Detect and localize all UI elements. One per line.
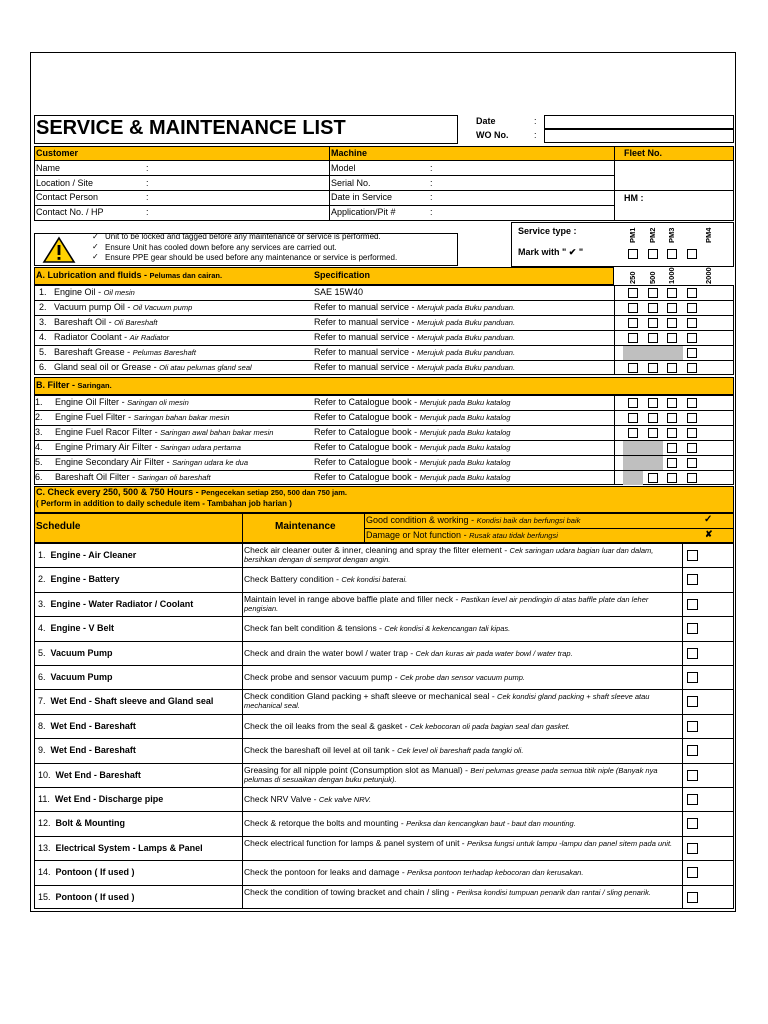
schedule-item: 6. Vacuum Pump xyxy=(38,672,113,682)
check-bullet-icon: ✓ xyxy=(92,232,99,241)
service-checkbox[interactable] xyxy=(687,398,697,408)
schedule-item: 2. Engine - Battery xyxy=(38,574,120,584)
service-checkbox[interactable] xyxy=(648,413,658,423)
schedule-item: 15. Pontoon ( If used ) xyxy=(38,892,135,902)
service-checkbox[interactable] xyxy=(628,398,638,408)
service-checkbox[interactable] xyxy=(667,458,677,468)
service-checkbox[interactable] xyxy=(628,428,638,438)
service-checkbox[interactable] xyxy=(687,473,697,483)
maintenance-task: Check the bareshaft oil level at oil tank - Cek level oli bareshaft pada tangki oli. xyxy=(244,745,524,755)
lubrication-item: 2. Vacuum pump Oil - Oil Vacuum pump xyxy=(39,302,193,312)
service-checkbox[interactable] xyxy=(667,443,677,453)
service-checkbox[interactable] xyxy=(687,318,697,328)
lubrication-spec: Refer to manual service - Merujuk pada Buku panduan. xyxy=(314,362,516,372)
filter-spec: Refer to Catalogue book - Merujuk pada Buku katalog xyxy=(314,397,511,407)
damage-label: Damage or Not function - Rusak atau tidak berfungsi xyxy=(366,530,558,540)
condition-checkbox[interactable] xyxy=(687,794,698,805)
machine-label: Machine xyxy=(331,148,368,158)
schedule-item: 14. Pontoon ( If used ) xyxy=(38,867,135,877)
service-checkbox[interactable] xyxy=(628,318,638,328)
colon: : xyxy=(146,207,149,217)
colon: : xyxy=(430,163,433,173)
service-checkbox[interactable] xyxy=(687,288,697,298)
maintenance-task: Check fan belt condition & tensions - Cek kondisi & kekencangan tali kipas. xyxy=(244,623,511,633)
condition-checkbox[interactable] xyxy=(687,843,698,854)
colon: : xyxy=(146,178,149,188)
service-checkbox[interactable] xyxy=(667,303,677,313)
hours-1000: 1000 xyxy=(667,267,676,284)
service-checkbox[interactable] xyxy=(648,363,658,373)
service-checkbox[interactable] xyxy=(687,428,697,438)
service-checkbox[interactable] xyxy=(628,413,638,423)
filter-spec: Refer to Catalogue book - Merujuk pada Buku katalog xyxy=(314,427,511,437)
lubrication-item: 4. Radiator Coolant - Air Radiator xyxy=(39,332,170,342)
hours-500: 500 xyxy=(648,271,657,284)
colon: : xyxy=(430,192,433,202)
lubrication-spec: SAE 15W40 xyxy=(314,287,364,297)
lubrication-spec: Refer to manual service - Merujuk pada Buku panduan. xyxy=(314,302,516,312)
filter-item: 3. Engine Fuel Racor Filter - Saringan awal bahan bakar mesin xyxy=(35,427,274,437)
lubrication-item: 3. Bareshaft Oil - Oli Bareshaft xyxy=(39,317,158,327)
filter-item: 2. Engine Fuel Filter - Saringan bahan bakar mesin xyxy=(35,412,230,422)
filter-spec: Refer to Catalogue book - Merujuk pada Buku katalog xyxy=(314,457,511,467)
condition-checkbox[interactable] xyxy=(687,574,698,585)
condition-checkbox[interactable] xyxy=(687,623,698,634)
pm3-label: PM3 xyxy=(667,227,676,243)
maintenance-task: Greasing for all nipple point (Consumption slot as Manual) - Beri pelumas grease pada semua titik niple (Banyak nya pelumas di sesuaikan dengan buku petunjuk). xyxy=(244,765,658,784)
wo-colon: : xyxy=(534,130,537,140)
service-checkbox[interactable] xyxy=(667,363,677,373)
lubrication-spec: Refer to manual service - Merujuk pada Buku panduan. xyxy=(314,347,516,357)
service-checkbox[interactable] xyxy=(687,363,697,373)
wo-label: WO No. xyxy=(476,130,509,140)
section-a-title: A. Lubrication and fluids - Pelumas dan cairan. xyxy=(36,270,223,280)
service-checkbox[interactable] xyxy=(667,413,677,423)
condition-checkbox[interactable] xyxy=(687,648,698,659)
condition-checkbox[interactable] xyxy=(687,745,698,756)
model-label: Model xyxy=(331,163,356,173)
schedule-item: 13. Electrical System - Lamps & Panel xyxy=(38,843,203,853)
maintenance-task: Check & retorque the bolts and mounting - Periksa dan kencangkan baut - baut dan mounting. xyxy=(244,818,576,828)
service-checkbox[interactable] xyxy=(648,333,658,343)
name-label: Name xyxy=(36,163,61,173)
condition-checkbox[interactable] xyxy=(687,818,698,829)
pm2-checkbox[interactable] xyxy=(648,249,658,259)
lubrication-item: 5. Bareshaft Grease - Pelumas Bareshaft xyxy=(39,347,196,357)
lubrication-spec: Refer to manual service - Merujuk pada Buku panduan. xyxy=(314,332,516,342)
service-checkbox[interactable] xyxy=(687,413,697,423)
condition-checkbox[interactable] xyxy=(687,721,698,732)
pm2-label: PM2 xyxy=(648,227,657,243)
schedule-item: 9. Wet End - Bareshaft xyxy=(38,745,136,755)
hours-250: 250 xyxy=(628,271,637,284)
service-checkbox[interactable] xyxy=(648,428,658,438)
service-checkbox[interactable] xyxy=(648,303,658,313)
good-check-icon: ✓ xyxy=(704,514,713,525)
service-checkbox[interactable] xyxy=(687,333,697,343)
section-b-title: B. Filter - Saringan. xyxy=(36,380,112,390)
section-c-subtitle: ( Perform in addition to daily schedule item - Tambahan job harian ) xyxy=(36,499,292,508)
fleet-label: Fleet No. xyxy=(624,148,663,158)
schedule-item: 10. Wet End - Bareshaft xyxy=(38,770,141,780)
filter-spec: Refer to Catalogue book - Merujuk pada Buku katalog xyxy=(314,472,511,482)
pm4-label: PM4 xyxy=(704,227,713,243)
service-checkbox[interactable] xyxy=(687,348,697,358)
pm3-checkbox[interactable] xyxy=(667,249,677,259)
condition-checkbox[interactable] xyxy=(687,696,698,707)
application-label: Application/Pit # xyxy=(331,207,396,217)
maintenance-task: Check the pontoon for leaks and damage - Periksa pontoon terhadap kebocoran dan kerusakan. xyxy=(244,867,584,877)
colon: : xyxy=(146,163,149,173)
contact-person-label: Contact Person xyxy=(36,192,99,202)
warning-2: Ensure Unit has cooled down before any services are carried out. xyxy=(105,243,337,252)
service-checkbox[interactable] xyxy=(628,288,638,298)
schedule-item: 3. Engine - Water Radiator / Coolant xyxy=(38,599,194,609)
schedule-item: 5. Vacuum Pump xyxy=(38,648,113,658)
condition-checkbox[interactable] xyxy=(687,672,698,683)
schedule-label: Schedule xyxy=(36,521,81,532)
location-label: Location / Site xyxy=(36,178,94,188)
maintenance-task: Check condition Gland packing + shaft sleeve or mechanical seal - Cek kondisi gland packing + shaft sleeve atau mechanical seal. xyxy=(244,691,650,710)
service-checkbox[interactable] xyxy=(628,303,638,313)
service-checkbox[interactable] xyxy=(667,288,677,298)
condition-checkbox[interactable] xyxy=(687,550,698,561)
colon: : xyxy=(430,178,433,188)
filter-item: 5. Engine Secondary Air Filter - Saringan udara ke dua xyxy=(35,457,248,467)
service-checkbox[interactable] xyxy=(628,333,638,343)
customer-label: Customer xyxy=(36,148,79,158)
filter-spec: Refer to Catalogue book - Merujuk pada Buku katalog xyxy=(314,412,511,422)
maintenance-task: Check Battery condition - Cek kondisi baterai. xyxy=(244,574,408,584)
condition-checkbox[interactable] xyxy=(687,867,698,878)
date-label: Date xyxy=(476,116,496,126)
filter-item: 4. Engine Primary Air Filter - Saringan udara pertama xyxy=(35,442,241,452)
maintenance-task: Check the oil leaks from the seal & gasket - Cek kebocoran oli pada bagian seal dan gasket. xyxy=(244,721,570,731)
colon: : xyxy=(146,192,149,202)
condition-checkbox[interactable] xyxy=(687,599,698,610)
pm1-checkbox[interactable] xyxy=(628,249,638,259)
schedule-item: 7. Wet End - Shaft sleeve and Gland seal xyxy=(38,696,214,706)
check-bullet-icon: ✓ xyxy=(92,242,99,251)
filter-spec: Refer to Catalogue book - Merujuk pada Buku katalog xyxy=(314,442,511,452)
warning-1: Unit to be locked and tagged before any maintenance or service is performed. xyxy=(105,232,381,241)
spec-label: Specification xyxy=(314,270,371,280)
service-checkbox[interactable] xyxy=(648,318,658,328)
maintenance-task: Check the condition of towing bracket and chain / sling - Periksa kondisi tumpuan penarik dan rantai / sling penarik. xyxy=(244,887,651,897)
schedule-item: 4. Engine - V Belt xyxy=(38,623,115,633)
filter-item: 6. Bareshaft Oil Filter - Saringan oli bareshaft xyxy=(35,472,211,482)
hm-label: HM : xyxy=(624,193,644,203)
pm1-label: PM1 xyxy=(628,227,637,243)
maintenance-task: Check NRV Valve - Cek valve NRV. xyxy=(244,794,372,804)
service-type-label: Service type : xyxy=(518,226,577,236)
maintenance-task: Maintain level in range above baffle plate and filler neck - Pastikan level air pendingin di atas baffle plate dan leher pengisian. xyxy=(244,594,649,613)
service-checkbox[interactable] xyxy=(667,318,677,328)
warning-3: Ensure PPE gear should be used before any maintenance or service is performed. xyxy=(105,253,398,262)
service-checkbox[interactable] xyxy=(667,473,677,483)
damage-cross-icon: ✘ xyxy=(705,529,713,539)
condition-checkbox[interactable] xyxy=(687,892,698,903)
schedule-item: 12. Bolt & Mounting xyxy=(38,818,126,828)
schedule-item: 1. Engine - Air Cleaner xyxy=(38,550,137,560)
maintenance-task: Check probe and sensor vacuum pump - Cek probe dan sensor vacuum pump. xyxy=(244,672,526,682)
service-checkbox[interactable] xyxy=(667,428,677,438)
service-checkbox[interactable] xyxy=(667,398,677,408)
service-checkbox[interactable] xyxy=(648,398,658,408)
service-checkbox[interactable] xyxy=(687,443,697,453)
schedule-item: 11. Wet End - Discharge pipe xyxy=(38,794,164,804)
service-checkbox[interactable] xyxy=(648,288,658,298)
pm4-checkbox[interactable] xyxy=(687,249,697,259)
good-condition-label: Good condition & working - Kondisi baik dan berfungsi baik xyxy=(366,515,581,525)
maintenance-task: Check and drain the water bowl / water trap - Cek dan kuras air pada water bowl / water trap. xyxy=(244,648,573,658)
section-b-header xyxy=(34,377,734,395)
lubrication-spec: Refer to manual service - Merujuk pada Buku panduan. xyxy=(314,317,516,327)
page-title: SERVICE & MAINTENANCE LIST xyxy=(36,117,346,139)
service-checkbox[interactable] xyxy=(648,473,658,483)
wo-field[interactable] xyxy=(544,129,734,143)
date-field[interactable] xyxy=(544,115,734,129)
check-bullet-icon: ✓ xyxy=(92,252,99,261)
warning-icon xyxy=(42,236,76,264)
service-checkbox[interactable] xyxy=(628,363,638,373)
maintenance-task: Check electrical function for lamps & panel system of unit - Periksa fungsi untuk lampu -lampu dan panel sitem pada unit. xyxy=(244,838,673,848)
lubrication-item: 6. Gland seal oil or Grease - Oli atau pelumas gland seal xyxy=(39,362,252,372)
maintenance-label: Maintenance xyxy=(275,521,336,532)
contact-no-label: Contact No. / HP xyxy=(36,207,104,217)
lubrication-item: 1. Engine Oil - Oil mesin xyxy=(39,287,135,297)
serial-label: Serial No. xyxy=(331,178,371,188)
date-in-service-label: Date in Service xyxy=(331,192,393,202)
maintenance-task: Check air cleaner outer & inner, cleaning and spray the filter element - Cek saringan udara bagian luar dan dalam, bersihkan dengan di semprot dengan angin. xyxy=(244,545,654,564)
colon: : xyxy=(430,207,433,217)
service-checkbox[interactable] xyxy=(687,458,697,468)
schedule-item: 8. Wet End - Bareshaft xyxy=(38,721,136,731)
date-colon: : xyxy=(534,116,537,126)
service-checkbox[interactable] xyxy=(687,303,697,313)
filter-item: 1. Engine Oil Filter - Saringan oli mesin xyxy=(35,397,189,407)
condition-checkbox[interactable] xyxy=(687,770,698,781)
section-c-title: C. Check every 250, 500 & 750 Hours - Pengecekan setiap 250, 500 dan 750 jam. xyxy=(36,487,348,497)
hours-2000: 2000 xyxy=(704,267,713,284)
service-checkbox[interactable] xyxy=(667,333,677,343)
mark-with-label: Mark with " ✔ " xyxy=(518,247,584,257)
